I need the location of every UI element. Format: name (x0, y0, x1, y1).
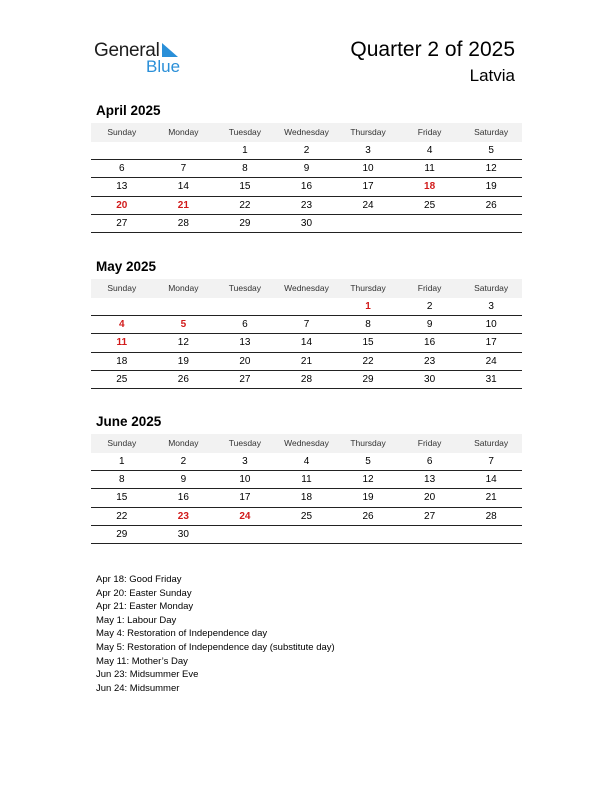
month-calendar (91, 259, 522, 389)
day-cell: 2 (426, 301, 433, 312)
holiday-item: Apr 21: Easter Monday (96, 601, 194, 613)
holiday-list (96, 573, 335, 695)
day-cell: 28 (177, 217, 189, 229)
weekday-label: Monday (168, 127, 199, 137)
day-cell (399, 215, 461, 232)
weekday-label: Wednesday (284, 127, 329, 137)
month-title: May 2025 (96, 259, 157, 274)
logo-general-text: General (94, 40, 160, 61)
day-cell: 14 (177, 181, 189, 193)
logo (94, 40, 194, 80)
day-cell: 10 (362, 163, 374, 175)
day-cell: 21 (177, 199, 189, 211)
day-cell: 4 (426, 145, 433, 156)
logo-blue-text: Blue (146, 57, 181, 76)
holiday-item: May 1: Labour Day (96, 614, 177, 626)
day-cell: 20 (424, 492, 436, 504)
day-cell: 25 (116, 373, 128, 385)
day-cell: 25 (300, 510, 313, 522)
weekday-label: Friday (417, 127, 442, 137)
day-cell: 23 (177, 510, 189, 522)
day-cell: 28 (300, 373, 313, 385)
day-cell: 27 (239, 373, 251, 385)
day-cell: 30 (300, 217, 313, 229)
week-row (91, 453, 522, 471)
day-cell: 3 (488, 301, 494, 312)
day-cell: 8 (242, 163, 248, 175)
weekday-label: Friday (417, 283, 442, 293)
week-row (91, 508, 522, 526)
day-cell: 20 (116, 199, 128, 211)
weekday-label: Sunday (107, 127, 137, 137)
day-cell: 21 (300, 355, 313, 367)
day-cell: 14 (300, 337, 313, 349)
day-cell: 12 (362, 474, 374, 486)
weekday-label: Saturday (474, 438, 509, 448)
day-cell: 5 (488, 145, 494, 156)
holiday-item: Jun 24: Midsummer (96, 682, 180, 694)
weekday-label: Saturday (474, 283, 509, 293)
day-cell: 19 (362, 492, 374, 504)
weekday-label: Tuesday (228, 438, 262, 448)
day-cell: 27 (116, 217, 128, 229)
day-cell: 31 (485, 373, 497, 385)
week-row (91, 215, 522, 233)
day-cell (214, 298, 276, 315)
day-cell (337, 215, 399, 232)
holiday-item: Apr 18: Good Friday (96, 574, 182, 585)
day-cell: 16 (300, 181, 313, 193)
day-cell: 13 (424, 474, 436, 486)
weekday-label: Monday (168, 438, 199, 448)
day-cell: 6 (242, 319, 248, 331)
day-cell: 12 (177, 337, 189, 349)
day-cell: 10 (239, 474, 251, 486)
day-cell: 7 (303, 319, 310, 331)
day-cell: 21 (485, 492, 497, 504)
day-cell: 4 (303, 456, 310, 467)
day-cell: 22 (116, 510, 128, 522)
day-cell (276, 298, 338, 315)
day-cell (91, 298, 153, 315)
day-cell: 7 (488, 456, 494, 467)
weekday-label: Tuesday (228, 283, 262, 293)
holiday-item: May 5: Restoration of Independence day (substitute day) (96, 641, 335, 653)
week-row (91, 471, 522, 489)
day-cell: 5 (365, 456, 371, 467)
day-cell (337, 526, 399, 543)
weekday-label: Sunday (107, 438, 137, 448)
day-cell: 18 (300, 492, 313, 504)
month-calendar (91, 103, 522, 233)
country-name: Latvia (469, 66, 515, 85)
week-row (91, 489, 522, 507)
day-cell: 11 (116, 337, 128, 349)
day-cell: 6 (119, 163, 125, 175)
day-cell: 25 (424, 199, 436, 211)
month-title: June 2025 (96, 414, 162, 429)
day-cell: 23 (300, 199, 313, 211)
day-cell: 3 (365, 145, 371, 156)
day-cell: 1 (119, 456, 125, 467)
day-cell: 24 (362, 199, 374, 211)
day-cell: 22 (239, 199, 251, 211)
day-cell: 13 (239, 337, 251, 349)
day-cell: 16 (177, 492, 189, 504)
day-cell: 22 (362, 355, 374, 367)
day-cell (153, 142, 215, 159)
day-cell: 24 (485, 355, 497, 367)
day-cell (460, 215, 522, 232)
day-cell: 3 (242, 456, 248, 467)
weekday-header (91, 279, 522, 298)
day-cell (460, 526, 522, 543)
week-row (91, 526, 522, 544)
day-cell (91, 142, 153, 159)
day-cell: 11 (301, 474, 312, 486)
day-cell: 17 (239, 492, 251, 504)
day-cell (276, 526, 338, 543)
holiday-item: Jun 23: Midsummer Eve (96, 669, 199, 681)
week-row (91, 197, 522, 215)
day-cell: 19 (485, 181, 497, 193)
day-cell: 7 (180, 163, 187, 175)
week-row (91, 160, 522, 178)
week-row (91, 316, 522, 334)
week-row (91, 298, 522, 316)
day-cell: 15 (239, 181, 251, 193)
day-cell: 20 (239, 355, 251, 367)
day-cell: 28 (485, 510, 497, 522)
week-row (91, 334, 522, 352)
weekday-label: Friday (417, 438, 442, 448)
holiday-item: May 11: Mother’s Day (96, 655, 188, 667)
day-cell: 15 (362, 337, 374, 349)
day-cell: 9 (426, 319, 433, 331)
weekday-label: Monday (168, 283, 199, 293)
weekday-label: Wednesday (284, 283, 329, 293)
day-cell: 9 (180, 474, 187, 486)
day-cell: 11 (424, 163, 435, 175)
holiday-item: Apr 20: Easter Sunday (96, 587, 192, 599)
logo-triangle-icon (162, 43, 178, 57)
weekday-label: Thursday (350, 127, 386, 137)
day-cell: 17 (485, 337, 497, 349)
day-cell (214, 526, 276, 543)
week-row (91, 178, 522, 196)
day-cell: 18 (116, 355, 128, 367)
day-cell: 26 (362, 510, 374, 522)
holiday-item: May 4: Restoration of Independence day (96, 628, 268, 640)
weekday-header (91, 123, 522, 142)
day-cell: 1 (365, 301, 371, 312)
day-cell: 17 (362, 181, 374, 193)
day-cell: 18 (424, 181, 436, 193)
day-cell: 29 (116, 528, 128, 540)
day-cell: 10 (485, 319, 497, 331)
day-cell: 16 (424, 337, 436, 349)
day-cell: 4 (119, 319, 125, 331)
day-cell: 29 (239, 217, 251, 229)
day-cell: 26 (177, 373, 189, 385)
weekday-label: Sunday (107, 283, 137, 293)
weekday-header (91, 434, 522, 453)
weekday-label: Thursday (350, 438, 386, 448)
day-cell (153, 298, 215, 315)
weekday-label: Tuesday (228, 127, 262, 137)
weekday-label: Thursday (350, 283, 386, 293)
month-calendar (91, 414, 522, 544)
day-cell: 26 (485, 199, 497, 211)
day-cell: 1 (242, 145, 248, 156)
day-cell: 24 (239, 510, 251, 522)
day-cell (399, 526, 461, 543)
day-cell: 8 (365, 319, 371, 331)
day-cell: 30 (424, 373, 436, 385)
day-cell: 19 (177, 355, 189, 367)
day-cell: 14 (485, 474, 497, 486)
week-row (91, 353, 522, 371)
day-cell: 2 (180, 456, 187, 467)
day-cell: 5 (180, 319, 187, 331)
page-title: Quarter 2 of 2025 (350, 38, 515, 61)
day-cell: 30 (177, 528, 189, 540)
day-cell: 23 (424, 355, 436, 367)
day-cell: 13 (116, 181, 128, 193)
month-title: April 2025 (96, 103, 161, 118)
day-cell: 6 (426, 456, 433, 467)
weekday-label: Wednesday (284, 438, 329, 448)
day-cell: 15 (116, 492, 128, 504)
day-cell: 12 (485, 163, 497, 175)
day-cell: 8 (119, 474, 125, 486)
weekday-label: Saturday (474, 127, 509, 137)
day-cell: 27 (424, 510, 436, 522)
week-row (91, 142, 522, 160)
week-row (91, 371, 522, 389)
day-cell: 29 (362, 373, 374, 385)
day-cell: 2 (303, 145, 310, 156)
day-cell: 9 (303, 163, 310, 175)
